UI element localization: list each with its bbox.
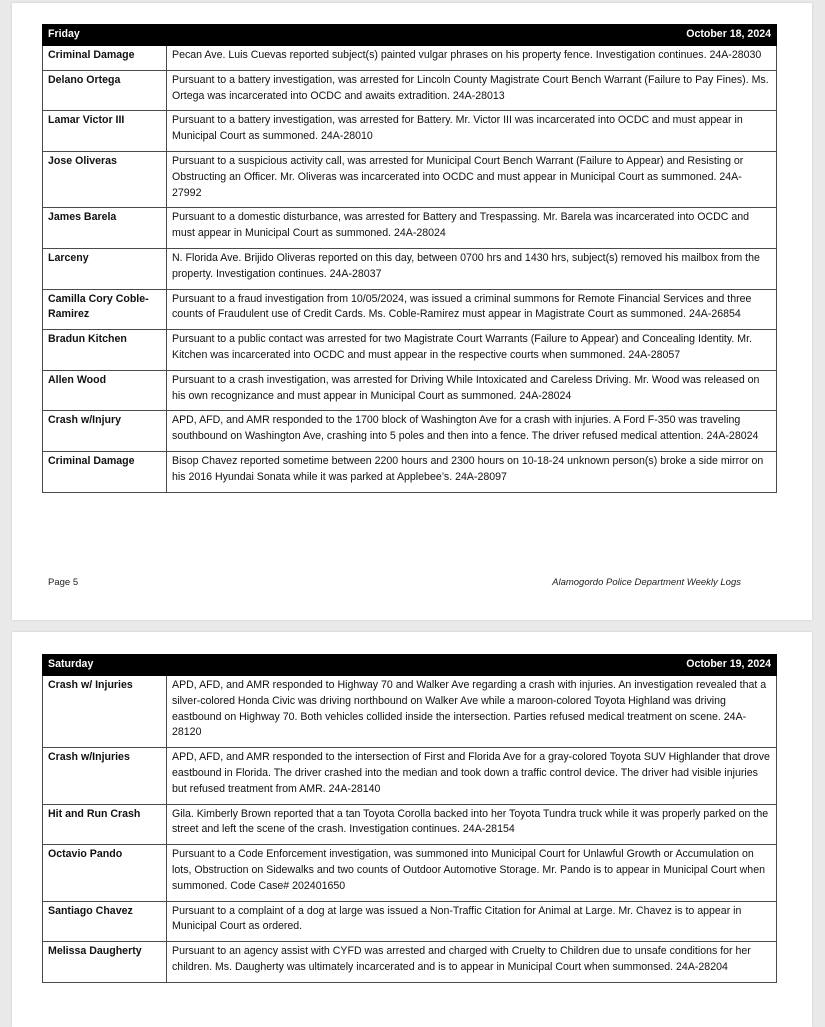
log-table-saturday [42,654,777,983]
entry-text: Pursuant to a domestic disturbance, was arrested for Battery and Trespassing. Mr. Barela was incarcerated into OCDC and must appear in Municipal Court as summoned. 24A-28024 [167,208,777,249]
day-label: Saturday [43,655,167,676]
date-label: October 19, 2024 [167,655,777,676]
entry-text: Pursuant to a fraud investigation from 10/05/2024, was issued a criminal summons for Remote Financial Services and three counts of Fraudulent use of Credit Cards. Ms. Coble-Ramirez must appear in Magistrate Court as summoned. 24A-26854 [167,289,777,330]
entry-text: Pursuant to a complaint of a dog at large was issued a Non-Traffic Citation for Animal at Large. Mr. Chavez is to appear in Municipal Court as ordered. [167,901,777,942]
entry-text: APD, AFD, and AMR responded to the intersection of First and Florida Ave for a gray-colored Toyota SUV Highlander that drove eastbound in Florida. The driver crashed into the median and took down a traffic control device. The driver had visible injuries but refused treatment from AMR. 24A-28140 [167,748,777,804]
entry-title: Larceny [43,248,167,289]
table-row [43,330,777,371]
table-row [43,676,777,748]
day-header-row [43,25,777,46]
entry-title: Crash w/Injury [43,411,167,452]
table-row [43,942,777,983]
table-row [43,748,777,804]
log-page-friday [12,3,812,620]
entry-title: Jose Oliveras [43,151,167,207]
entry-text: Pecan Ave. Luis Cuevas reported subject(s) painted vulgar phrases on his property fence. Investigation continues. 24A-28030 [167,46,777,71]
entry-text: N. Florida Ave. Brijido Oliveras reported on this day, between 0700 hrs and 1430 hrs, subject(s) removed his mailbox from the property. Investigation continues. 24A-28037 [167,248,777,289]
entry-title: Bradun Kitchen [43,330,167,371]
page-number: Page 5 [48,577,79,588]
date-label: October 18, 2024 [167,25,777,46]
entry-title: Camilla Cory Coble-Ramirez [43,289,167,330]
entry-text: APD, AFD, and AMR responded to Highway 70 and Walker Ave regarding a crash with injuries. An investigation revealed that a silver-colored Honda Civic was driving northbound on Walker Ave while a maroon-colored Toyota Highland was driving eastbound on Highway 70. Both vehicles collided inside the intersection. Parties refused medical treatment on scene. 24A-28120 [167,676,777,748]
entry-title: Criminal Damage [43,451,167,492]
entry-text: Pursuant to a battery investigation, was arrested for Battery. Mr. Victor III was incarcerated into OCDC and must appear in Municipal Court as summoned. 24A-28010 [167,111,777,152]
entry-title: Lamar Victor III [43,111,167,152]
entry-title: Melissa Daugherty [43,942,167,983]
entry-text: Pursuant to an agency assist with CYFD was arrested and charged with Cruelty to Children due to unsafe conditions for her children. Ms. Daugherty was ultimately incarcerated and is to appear in Municipal Court when summonsed. 24A-28204 [167,942,777,983]
entry-title: Santiago Chavez [43,901,167,942]
entry-text: Pursuant to a crash investigation, was arrested for Driving While Intoxicated and Careless Driving. Mr. Wood was released on his own recognizance and must appear in Municipal Court as summoned. 24A-28024 [167,370,777,411]
entry-title: James Barela [43,208,167,249]
log-table-friday [42,24,777,493]
entry-text: Pursuant to a suspicious activity call, was arrested for Municipal Court Bench Warrant (Failure to Appear) and Resisting or Obstructing an Officer. Mr. Oliveras was incarcerated into OCDC and must appear in Municipal Court as summoned. 24A-27992 [167,151,777,207]
entry-title: Crash w/Injuries [43,748,167,804]
day-label: Friday [43,25,167,46]
table-row [43,411,777,452]
entry-title: Allen Wood [43,370,167,411]
entry-title: Delano Ortega [43,70,167,111]
table-row [43,46,777,71]
entry-text: Pursuant to a Code Enforcement investigation, was summoned into Municipal Court for Unlawful Growth or Accumulation on lots, Obstruction on Sidewalks and two counts of Outdoor Automotive Storage. Mr. Pando is to appear in Municipal Court when summoned. Code Case# 202401650 [167,845,777,901]
entry-title: Hit and Run Crash [43,804,167,845]
entry-text: Pursuant to a battery investigation, was arrested for Lincoln County Magistrate Court Bench Warrant (Failure to Pay Fines). Ms. Ortega was incarcerated into OCDC and awaits extradition. 24A-28013 [167,70,777,111]
table-row [43,289,777,330]
day-header-row [43,655,777,676]
entry-title: Crash w/ Injuries [43,676,167,748]
table-row [43,845,777,901]
entry-title: Criminal Damage [43,46,167,71]
table-row [43,208,777,249]
table-row [43,70,777,111]
table-row [43,901,777,942]
entry-text: Gila. Kimberly Brown reported that a tan Toyota Corolla backed into her Toyota Tundra truck while it was properly parked on the street and left the scene of the crash. Investigation continues. 24A-28154 [167,804,777,845]
entry-text: APD, AFD, and AMR responded to the 1700 block of Washington Ave for a crash with injuries. A Ford F-350 was traveling southbound on Washington Ave, crashing into 5 poles and then into a fence. The driver refused medical attention. 24A-28024 [167,411,777,452]
log-page-saturday [12,632,812,1027]
entry-title: Octavio Pando [43,845,167,901]
table-row [43,111,777,152]
table-row [43,451,777,492]
table-row [43,151,777,207]
entry-text: Bisop Chavez reported sometime between 2200 hours and 2300 hours on 10-18-24 unknown person(s) broke a side mirror on his 2016 Hyundai Sonata while it was parked at Applebee’s. 24A-28097 [167,451,777,492]
document-title-footer: Alamogordo Police Department Weekly Logs [552,577,741,588]
entry-text: Pursuant to a public contact was arrested for two Magistrate Court Warrants (Failure to Appear) and Concealing Identity. Mr. Kitchen was incarcerated into OCDC and must appear in the respective courts when summoned. 24A-28057 [167,330,777,371]
table-row [43,370,777,411]
table-row [43,804,777,845]
table-row [43,248,777,289]
